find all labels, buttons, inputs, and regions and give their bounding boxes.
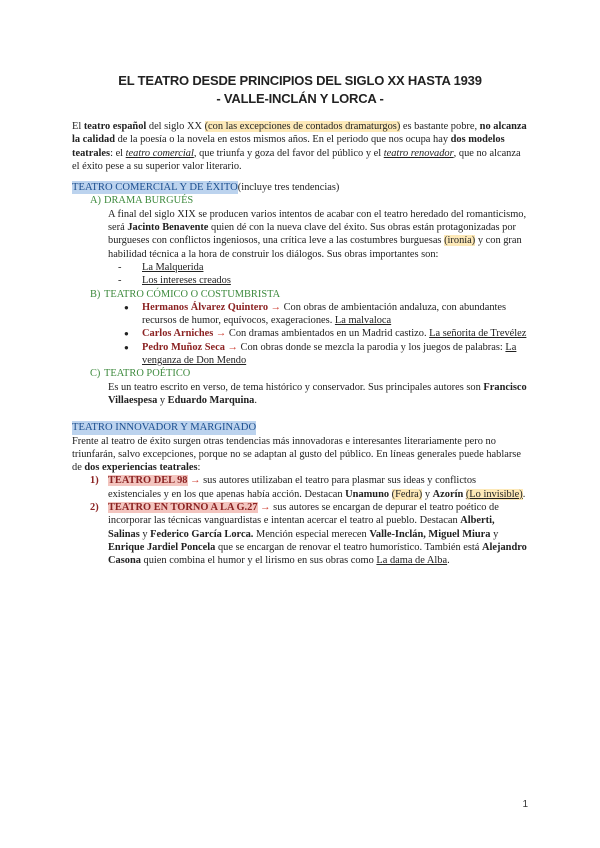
document-page (72, 72, 528, 568)
highlight: TEATRO DEL 98 (108, 475, 188, 487)
section2-intro: Frente al teatro de éxito surgen otras tendencias más innovadoras e interesantes literariamente pero no triunfarán, salvo excepciones, porque no se adaptan al gusto del público. En líneas generales puede hablarse de dos experiencias teatrales: (72, 435, 521, 474)
list-item: ● Hermanos Álvarez Quintero → Con obras de ambientación andaluza, con abundantes recursos de humor, equívocos, exageraciones. La malvaloca (124, 301, 528, 328)
subsection-c-body: Es un teatro escrito en verso, de tema histórico y conservador. Sus principales autores son Francisco Villaespesa y Eduardo Marquina. (108, 381, 527, 406)
subsection-b-title: B) TEATRO CÓMICO O COSTUMBRISTA (90, 288, 281, 300)
experiences-list (90, 474, 528, 567)
subsection-a-title: A) DRAMA BURGUÉS (90, 195, 194, 207)
section-commercial-theatre: TEATRO COMERCIAL Y DE ÉXITO(incluye tres tendencias) A) DRAMA BURGUÉS A final del siglo XIX se producen varios intentos de acabar con el teatro heredado del romanticismo, será Jacinto Benavente quien dé con la nueva clave del éxito. Sus obras están protagonizadas por burgueses con conflictos ingeniosos, una crítica leve a las costumbres burguesas (ironía) y con gran habilidad técnica a la hora de construir los diálogos. Sus obras importantes son: - La Malquerida - Los intereses creados B) TEATRO CÓMICO O COSTUMBRISTA ● Hermanos Álvarez Quintero → Con obras de ambientación andaluza, con abundantes recursos de humor, equívocos, exageraciones. La malvaloca ● Carlos Arniches → Con dramas ambientados en un Madrid castizo. La señorita de Trevélez ● Pedro Muñoz Seca → Con obras donde se mezcla la parodia y los juegos de palabras: La venganza de Don Mendo C) TEATRO POÉTICO Es un teatro escrito en verso, de tema histórico y conservador. Sus principales autores son Francisco Villaespesa y Eduardo Marquina. (72, 181, 528, 407)
page-title: EL TEATRO DESDE PRINCIPIOS DEL SIGLO XX HASTA 1939 (118, 73, 482, 88)
list-item: ● Pedro Muñoz Seca → Con obras donde se mezcla la parodia y los juegos de palabras: La venganza de Don Mendo (124, 341, 528, 368)
intro-paragraph: El teatro español del siglo XX (con las excepciones de contados dramaturgos) es bastante pobre, no alcanza la calidad de la poesía o la novela en estos mismos años. En el periodo que nos ocupa hay dos modelos teatrales: el teatro comercial, que triunfa y goza del favor del público y el teatro renovador, que no alcanza el éxito pese a su superior valor literario. (72, 121, 527, 172)
highlight: (Fedra) (391, 488, 423, 500)
list-item: - Los intereses creados (108, 274, 528, 287)
list-item: 2) TEATRO EN TORNO A LA G.27 → sus autores se encargan de depurar el teatro poético de incorporar las técnicas vanguardistas e intentan acercar el teatro al pueblo. Destacan Alberti, Salinas y Federico García Lorca. Mención especial merecen Valle-Inclán, Miguel Miura y Enrique Jardiel Poncela que se encargan de renovar el teatro humorístico. También está Alejandro Casona quien combina el humor y el lirismo en sus obras como La dama de Alba. (90, 502, 527, 567)
list-item: - La Malquerida (108, 261, 528, 274)
works-list (108, 261, 528, 288)
authors-list (124, 301, 528, 367)
subsection-c-title: C) TEATRO POÉTICO (90, 368, 191, 380)
list-item: 1) TEATRO DEL 98 → sus autores utilizaban el teatro para plasmar sus ideas y conflictos existenciales y en los que apenas había acción. Destacan Unamuno (Fedra) y Azorín (Lo invisible). (90, 475, 526, 500)
list-item: ● Carlos Arniches → Con dramas ambientados en un Madrid castizo. La señorita de Trevélez (124, 327, 528, 340)
section-innovative-theatre (72, 421, 528, 567)
title-block (72, 72, 528, 108)
section-heading: TEATRO COMERCIAL Y DE ÉXITO (72, 182, 238, 194)
section-heading: TEATRO INNOVADOR Y MARGINADO (72, 422, 257, 434)
page-number: 1 (522, 799, 528, 810)
highlight: (ironía) (444, 235, 476, 247)
highlight: TEATRO EN TORNO A LA G.27 (108, 502, 258, 514)
highlight: (con las excepciones de contados dramaturgos) (204, 121, 401, 132)
subsection-a-body: A final del siglo XIX se producen varios intentos de acabar con el teatro heredado del romanticismo, será Jacinto Benavente quien dé con la nueva clave del éxito. Sus obras están protagonizadas por burgueses con conflictos ingeniosos, una crítica leve a las costumbres burguesas (ironía) y con gran habilidad técnica a la hora de construir los diálogos. Sus obras importantes son: (108, 208, 527, 260)
highlight: (Lo invisible) (465, 488, 523, 500)
page-subtitle: - VALLE-INCLÁN Y LORCA - (216, 91, 384, 106)
